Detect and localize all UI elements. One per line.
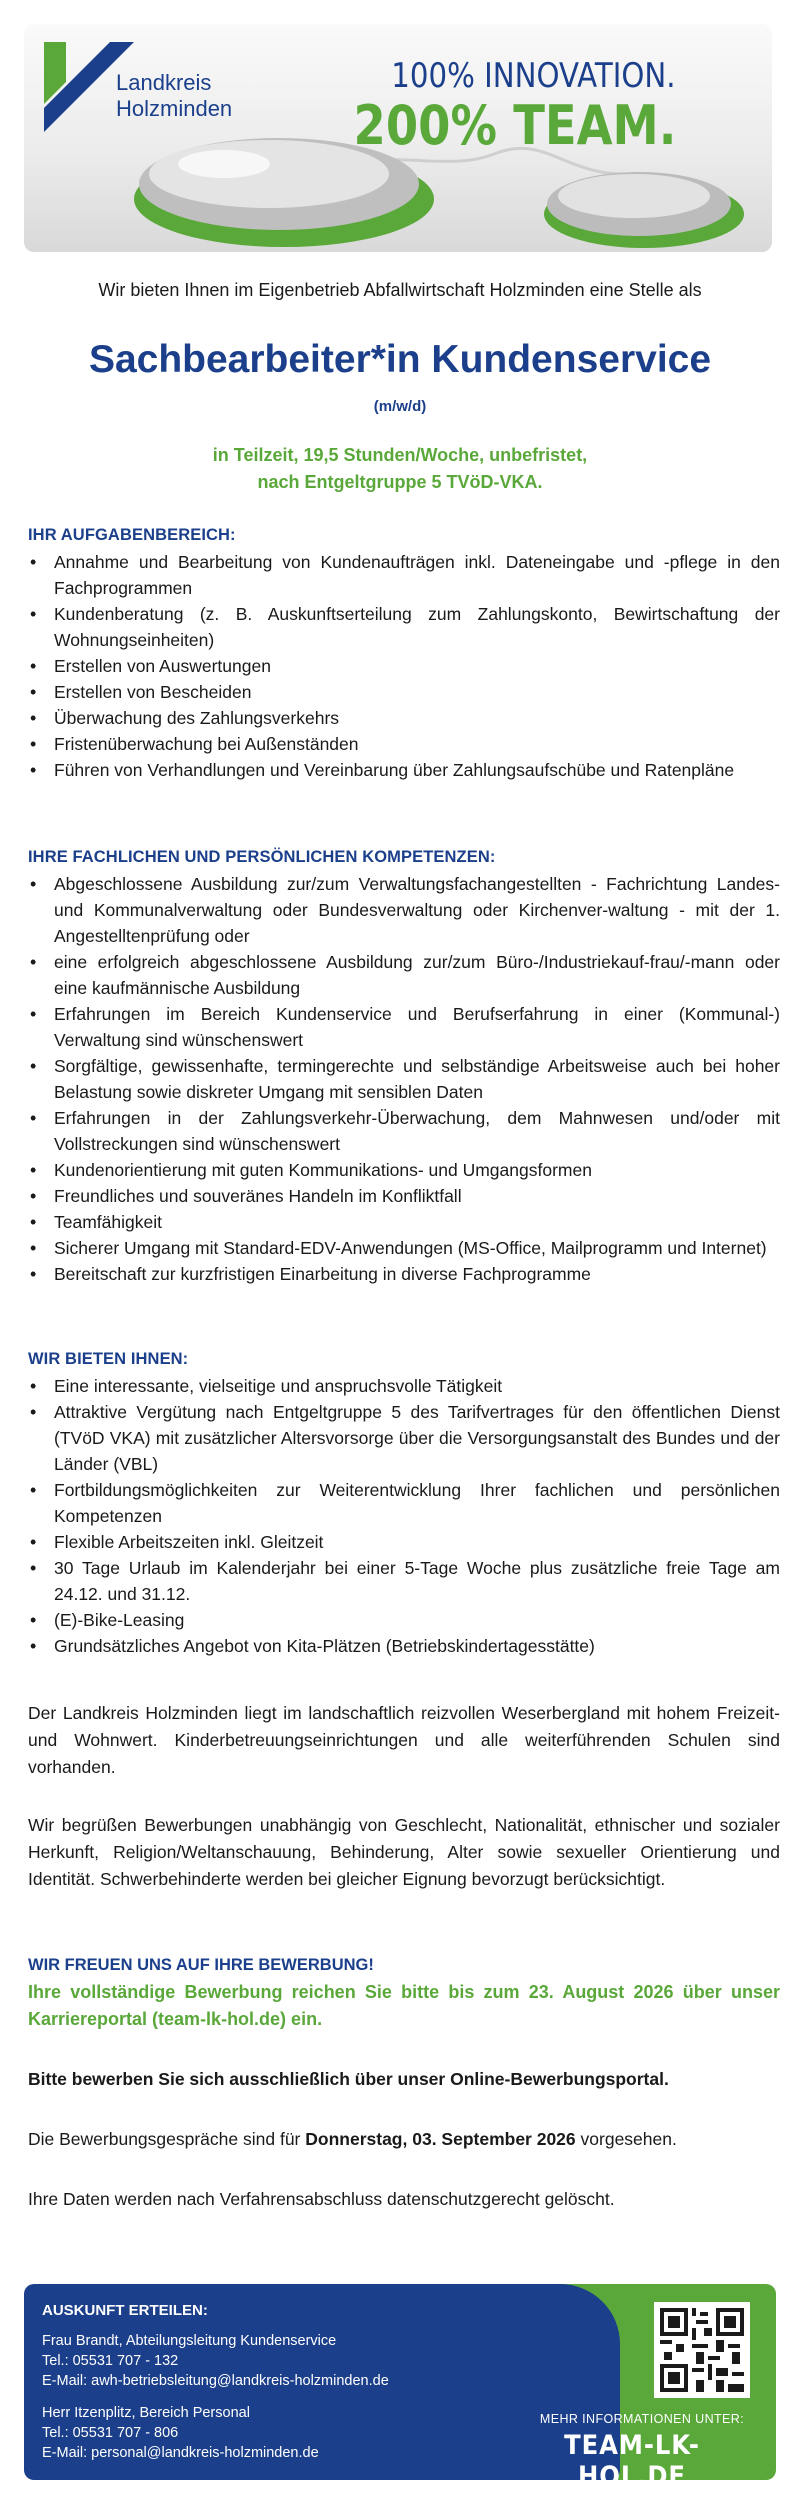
region-text: Der Landkreis Holzminden liegt im landschaftlich reizvollen Weserbergland mit hohem Freizeit- und Wohnwert. Kinderbetreuungseinrichtungen und alle weiterführenden Schulen sind vorhanden. [28,1703,780,1777]
intro-text: Wir bieten Ihnen im Eigenbetrieb Abfallwirtschaft Holzminden eine Stelle als [98,280,702,300]
tasks-list [28,549,780,783]
contact-name: Herr Itzenplitz, Bereich Personal [42,2405,250,2421]
terms-line-1: in Teilzeit, 19,5 Stunden/Woche, unbefristet, [212,445,588,465]
list-item: • Kundenorientierung mit guten Kommunikations- und Umgangsformen [28,1157,780,1183]
contact-name: Frau Brandt, Abteilungsleitung Kundenservice [42,2333,337,2349]
header-banner [24,24,772,252]
apply-heading: WIR FREUEN UNS AUF IHRE BEWERBUNG! [28,1956,374,1974]
list-item: • Erstellen von Bescheiden [28,679,780,705]
list-item: • Erstellen von Auswertungen [28,653,780,679]
list-item: • Überwachung des Zahlungsverkehrs [28,705,780,731]
list-item: • Annahme und Bearbeitung von Kundenaufträgen inkl. Dateneingabe und -pflege in den Fachprogrammen [28,549,780,601]
terms-line-2: nach Entgeltgruppe 5 TVöD-VKA. [257,472,543,492]
list-item: • Attraktive Vergütung nach Entgeltgruppe 5 des Tarifvertrages für den öffentlichen Dienst (TVöD VKA) mit zusätzlicher Altersvorsorge über die Versorgungsanstalt des Bundes und der Länder (VBL) [28,1399,780,1477]
contact-phone: Tel.: 05531 707 - 132 [42,2353,179,2369]
qr-code-icon[interactable] [654,2302,750,2398]
list-item: • Fristenüberwachung bei Außenständen [28,731,780,757]
job-title: Sachbearbeiter*in Kundenservice [88,338,712,381]
apply-block [28,1952,780,2033]
tasks-section [28,526,780,783]
contact-email[interactable]: E-Mail: personal@landkreis-holzminden.de [42,2445,319,2461]
slogan-innovation: 100% INNOVATION. [391,56,676,96]
list-item: • (E)-Bike-Leasing [28,1607,780,1633]
interview-note [28,2126,780,2153]
list-item: • Kundenberatung (z. B. Auskunftserteilung zum Zahlungskonto, Bewirtschaftung der Wohnungseinheiten) [28,601,780,653]
privacy-note: Ihre Daten werden nach Verfahrensabschluss datenschutzgerecht gelöscht. [28,2189,615,2209]
interview-suffix: vorgesehen. [580,2129,677,2149]
list-item: • Flexible Arbeitszeiten inkl. Gleitzeit [28,1529,780,1555]
contact-phone: Tel.: 05531 707 - 806 [42,2425,179,2441]
list-item: • Sorgfältige, gewissenhafte, termingerechte und selbständige Arbeitsweise auch bei hoher Belastung sowie diskreter Umgang mit sensiblen Daten [28,1053,780,1105]
employment-terms [0,442,800,496]
offer-heading: WIR BIETEN IHNEN: [28,1350,189,1368]
list-item: • 30 Tage Urlaub im Kalenderjahr bei einer 5-Tage Woche plus zusätzliche freie Tage am 24.12. und 31.12. [28,1555,780,1607]
tasks-heading: IHR AUFGABENBEREICH: [28,526,236,544]
online-only-note: Bitte bewerben Sie sich ausschließlich über unser Online-Bewerbungsportal. [28,2069,669,2089]
gender-note: (m/w/d) [373,398,427,415]
list-item: • Bereitschaft zur kurzfristigen Einarbeitung in diverse Fachprogramme [28,1261,780,1287]
list-item: • Führen von Verhandlungen und Vereinbarung über Zahlungsaufschübe und Ratenpläne [28,757,780,783]
list-item: • eine erfolgreich abgeschlossene Ausbildung zur/zum Büro-/Industriekauf-frau/-mann oder eine kaufmännische Ausbildung [28,949,780,1001]
qr-code-graphic [660,2308,744,2392]
slogan-team: 200% TEAM. [353,94,676,157]
list-item: • Freundliches und souveränes Handeln im Konfliktfall [28,1183,780,1209]
logo-text [116,70,232,122]
logo-line-2: Holzminden [116,96,233,121]
footer-heading: AUSKUNFT ERTEILEN: [42,2302,208,2319]
contact-email[interactable]: E-Mail: awh-betriebsleitung@landkreis-holzminden.de [42,2373,389,2389]
skills-section [28,848,780,1287]
skills-list [28,871,780,1287]
interview-prefix: Die Bewerbungsgespräche sind für [28,2129,301,2149]
logo-line-1: Landkreis [116,70,212,95]
skills-heading: IHRE FACHLICHEN UND PERSÖNLICHEN KOMPETENZEN: [28,848,496,866]
list-item: • Erfahrungen im Bereich Kundenservice und Berufserfahrung in einer (Kommunal-) Verwaltung sind wünschenswert [28,1001,780,1053]
contact-footer [24,2284,776,2492]
website-link[interactable]: TEAM-LK-HOL.DE [564,2430,700,2492]
diversity-text: Wir begrüßen Bewerbungen unabhängig von Geschlecht, Nationalität, ethnischer und sozialer Herkunft, Religion/Weltanschauung, Behinderung, Alter sowie sexueller Orientierung und Identität. Schwerbehinderte werden bei gleicher Eignung bevorzugt berücksichtigt. [28,1815,780,1889]
list-item: • Abgeschlossene Ausbildung zur/zum Verwaltungsfachangestellten - Fachrichtung Landes- und Kommunalverwaltung oder Bundesverwaltung oder Kirchenver-waltung - mit der 1. Angestelltenprüfung oder [28,871,780,949]
list-item: • Erfahrungen in der Zahlungsverkehr-Überwachung, dem Mahnwesen und/oder mit Vollstreckungen sind wünschenswert [28,1105,780,1157]
interview-date: Donnerstag, 03. September 2026 [305,2129,576,2149]
list-item: • Fortbildungsmöglichkeiten zur Weiterentwicklung Ihrer fachlichen und persönlichen Kompetenzen [28,1477,780,1529]
more-info-label: MEHR INFORMATIONEN UNTER: [539,2412,745,2426]
list-item: • Grundsätzliches Angebot von Kita-Plätzen (Betriebskindertagesstätte) [28,1633,780,1659]
list-item: • Sicherer Umgang mit Standard-EDV-Anwendungen (MS-Office, Mailprogramm und Internet) [28,1235,780,1261]
list-item: • Teamfähigkeit [28,1209,780,1235]
offer-list [28,1373,780,1659]
offer-section [28,1350,780,1659]
apply-text: Ihre vollständige Bewerbung reichen Sie bitte bis zum 23. August 2026 über unser Karriereportal (team-lk-hol.de) ein. [28,1982,780,2029]
list-item: • Eine interessante, vielseitige und anspruchsvolle Tätigkeit [28,1373,780,1399]
contact-brandt [42,2331,602,2391]
